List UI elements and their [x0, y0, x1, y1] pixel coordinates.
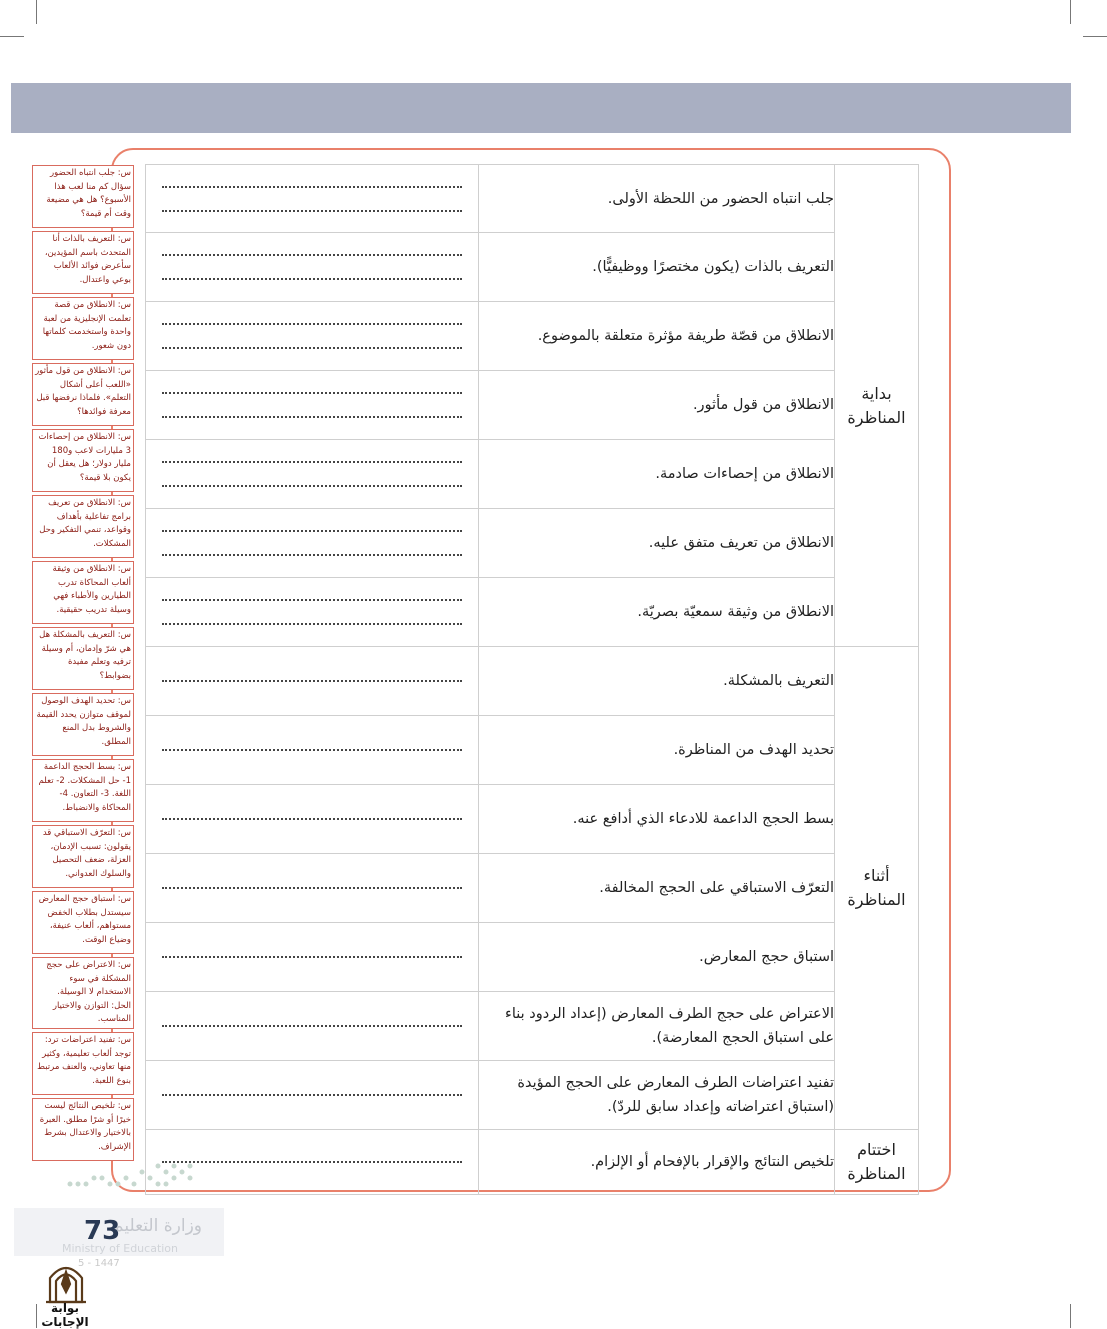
ministry-name-ar: وزارة التعليم	[113, 1216, 202, 1236]
answer-note: س: الانطلاق من قصة تعلمت الإنجليزية من لعبة واحدة واستخدمت كلماتها دون شعور.	[32, 297, 134, 360]
stage-text: بسط الحجج الداعمة للادعاء الذي أدافع عنه.	[479, 785, 835, 854]
answer-field[interactable]	[146, 233, 479, 302]
answer-note: س: الانطلاق من تعريف برامج تفاعلية بأهداف وقواعد، تنمي التفكير وحل المشكلات.	[32, 495, 134, 558]
page-number: 73	[84, 1216, 121, 1246]
table-row	[146, 854, 919, 923]
table-row	[146, 233, 919, 302]
answer-dotted-line	[162, 1025, 462, 1027]
answer-field[interactable]	[146, 923, 479, 992]
site-logo-icon	[36, 1256, 96, 1306]
crop-mark	[0, 36, 24, 37]
answer-dotted-line	[162, 554, 462, 556]
answer-dotted-line	[162, 818, 462, 820]
ministry-name-en: Ministry of Education	[62, 1242, 179, 1255]
answer-field[interactable]	[146, 854, 479, 923]
answer-dotted-line	[162, 485, 462, 487]
table-row	[146, 923, 919, 992]
crop-mark	[36, 0, 37, 24]
stage-text: تحديد الهدف من المناظرة.	[479, 716, 835, 785]
answer-dotted-line	[162, 461, 462, 463]
answer-field[interactable]	[146, 165, 479, 233]
stage-text: التعرّف الاستباقي على الحجج المخالفة.	[479, 854, 835, 923]
stage-text: الانطلاق من تعريف متفق عليه.	[479, 509, 835, 578]
answer-note: س: بسط الحجج الداعمة 1- حل المشكلات. 2- تعلم اللغة. 3- التعاون. 4- المحاكاة والانضباط.	[32, 759, 134, 822]
crop-mark	[1070, 0, 1071, 24]
answer-dotted-line	[162, 1094, 462, 1096]
table-row	[146, 647, 919, 716]
stage-text: التعريف بالذات (يكون مختصرًا ووظيفيًّا).	[479, 233, 835, 302]
answer-dotted-line	[162, 887, 462, 889]
answer-dotted-line	[162, 680, 462, 682]
answer-field[interactable]	[146, 647, 479, 716]
stage-text: استباق حجج المعارض.	[479, 923, 835, 992]
stage-text: تلخيص النتائج والإقرار بالإفحام أو الإلزام.	[479, 1130, 835, 1195]
table-row	[146, 785, 919, 854]
answer-dotted-line	[162, 530, 462, 532]
answer-field[interactable]	[146, 509, 479, 578]
stage-text: الانطلاق من قصّة طريفة مؤثرة متعلقة بالموضوع.	[479, 302, 835, 371]
answer-dotted-line	[162, 186, 462, 188]
table-row	[146, 1130, 919, 1195]
stage-text: الاعتراض على حجج الطرف المعارض (إعداد الردود بناء على استباق الحجج المعارضة).	[479, 992, 835, 1061]
stage-text: التعريف بالمشكلة.	[479, 647, 835, 716]
answer-note: س: التعريف بالذات أنا المتحدث باسم المؤيدين، سأعرض فوائد الألعاب بوعي واعتدال.	[32, 231, 134, 294]
answer-note: س: جلب انتباه الحضور سؤال كم منا لعب هذا الأسبوع؟ هل هي مضيعة وقت أم قيمة؟	[32, 165, 134, 228]
section-label-during: أثناء المناظرة	[835, 647, 919, 1130]
table-row	[146, 165, 919, 233]
edition-year: 5 - 1447	[78, 1258, 120, 1269]
stage-text: تفنيد اعتراضات الطرف المعارض على الحجج المؤيدة (استباق اعتراضاته وإعداد سابق للردّ).	[479, 1061, 835, 1130]
site-name: بوابة الإجابات	[41, 1301, 89, 1329]
answer-dotted-line	[162, 956, 462, 958]
answer-field[interactable]	[146, 1061, 479, 1130]
answer-note: س: الانطلاق من إحصاءات 3 مليارات لاعب و180 مليار دولار؛ هل يعقل أن يكون بلا قيمة؟	[32, 429, 134, 492]
answer-note: س: تحديد الهدف الوصول لموقف متوازن يحدد القيمة والشروط بدل المنع المطلق.	[32, 693, 134, 756]
answer-note: س: تفنيد اعتراضات ترد: توجد ألعاب تعليمية، وكثير منها تعاوني، والعنف مرتبط بنوع اللعبة.	[32, 1032, 134, 1095]
table-row	[146, 302, 919, 371]
answer-dotted-line	[162, 623, 462, 625]
answer-dotted-line	[162, 347, 462, 349]
handwritten-notes-column	[32, 165, 134, 1164]
answer-dotted-line	[162, 392, 462, 394]
answer-note: س: الانطلاق من وثيقة ألعاب المحاكاة تدرب الطيارين والأطباء فهي وسيلة تدريب حقيقية.	[32, 561, 134, 624]
answer-dotted-line	[162, 749, 462, 751]
answer-note: س: التعريف بالمشكلة هل هي شرّ وإدمان، أم وسيلة ترفيه وتعلم مفيدة بضوابط؟	[32, 627, 134, 690]
answer-field[interactable]	[146, 371, 479, 440]
answer-note: س: استباق حجج المعارض سيستدل بطلاب الخفض مستواهم، ألعاب عنيفة، وضياع الوقت.	[32, 891, 134, 954]
answer-field[interactable]	[146, 716, 479, 785]
table-row	[146, 578, 919, 647]
answer-note: س: تلخيص النتائج ليست خيرًا أو شرًا مطلق. العبرة بالاختيار والاعتدال بشرط الإشراف.	[32, 1098, 134, 1161]
stage-text: الانطلاق من وثيقة سمعيّة بصريّة.	[479, 578, 835, 647]
stage-text: جلب انتباه الحضور من اللحظة الأولى.	[479, 165, 835, 233]
answer-dotted-line	[162, 278, 462, 280]
header-banner	[11, 83, 1071, 133]
answer-field[interactable]	[146, 302, 479, 371]
answer-field[interactable]	[146, 578, 479, 647]
crop-mark	[1070, 1304, 1071, 1328]
debate-stages-table	[145, 164, 919, 1195]
answer-dotted-line	[162, 254, 462, 256]
answer-dotted-line	[162, 323, 462, 325]
table-row	[146, 992, 919, 1061]
table-row	[146, 440, 919, 509]
answer-field[interactable]	[146, 785, 479, 854]
answer-note: س: الاعتراض على حجج المشكلة في سوء الاستخدام لا الوسيلة. الحل: التوازن والاختيار المناسب.	[32, 957, 134, 1029]
crop-mark	[1083, 36, 1107, 37]
answer-dotted-line	[162, 416, 462, 418]
ministry-logo-dots-icon	[64, 1160, 198, 1190]
section-label-start: بداية المناظرة	[835, 165, 919, 647]
table-row	[146, 1061, 919, 1130]
table-row	[146, 371, 919, 440]
stage-text: الانطلاق من إحصاءات صادمة.	[479, 440, 835, 509]
answer-field[interactable]	[146, 440, 479, 509]
answer-note: س: الانطلاق من قول مأثور «اللعب أعلى أشكال التعلم». فلماذا نرفضها قبل معرفة فوائدها؟	[32, 363, 134, 426]
answer-dotted-line	[162, 599, 462, 601]
stage-text: الانطلاق من قول مأثور.	[479, 371, 835, 440]
table-row	[146, 509, 919, 578]
answer-dotted-line	[162, 210, 462, 212]
section-label-end: اختتام المناظرة	[835, 1130, 919, 1195]
answer-field[interactable]	[146, 992, 479, 1061]
answer-dotted-line	[162, 1161, 462, 1163]
answer-note: س: التعرّف الاستباقي قد يقولون: تسبب الإدمان، العزلة، ضعف التحصيل والسلوك العدواني.	[32, 825, 134, 888]
table-row	[146, 716, 919, 785]
